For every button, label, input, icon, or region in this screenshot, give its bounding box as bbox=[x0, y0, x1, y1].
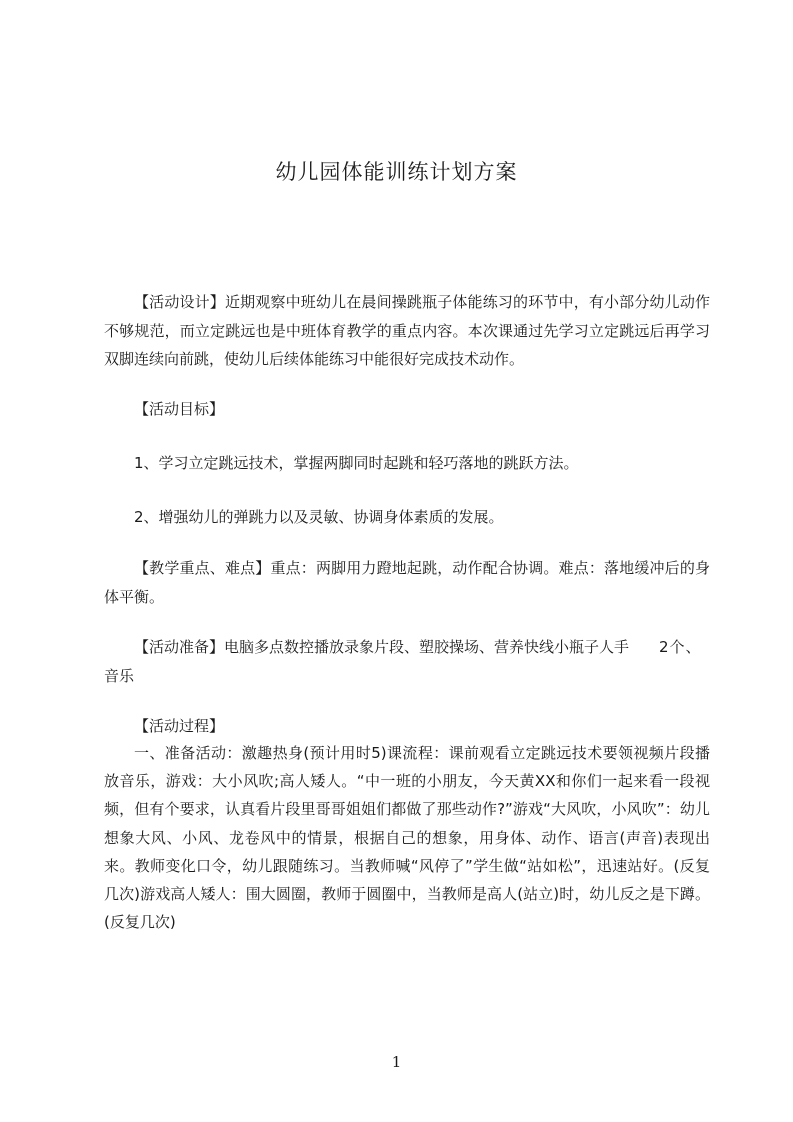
preparation-quantity: 2个、 bbox=[659, 638, 702, 656]
page-number: 1 bbox=[391, 1053, 402, 1071]
activity-process-step-1: 一、准备活动：激趣热身(预计用时5)课流程：课前观看立定跳远技术要领视频片段播放音乐，游戏：大小风吹;高人矮人。“中一班的小朋友，今天黄XX和你们一起来看一段视频，但有个要求，认真看片段里哥哥姐姐们都做了那些动作?”游戏“大风吹，小风吹”：幼儿想象大风、小风、龙卷风中的情景，根据自己的想象，用身体、动作、语言(声音)表现出来。教师变化口令，幼儿跟随练习。当教师喊“风停了”学生做“站如松”，迅速站好。(反复几次)游戏高人矮人：围大圆圈，教师于圆圈中，当教师是高人(站立)时，幼儿反之是下蹲。(反复几次) bbox=[104, 744, 710, 932]
activity-preparation-paragraph bbox=[104, 633, 710, 690]
activity-design-paragraph: 【活动设计】近期观察中班幼儿在晨间操跳瓶子体能练习的环节中，有小部分幼儿动作不够规范，而立定跳远也是中班体育教学的重点内容。本次课通过先学习立定跳远后再学习双脚连续向前跳，使幼儿后续体能练习中能很好完成技术动作。 bbox=[104, 293, 710, 368]
document-title: 幼儿园体能训练计划方案 bbox=[275, 160, 518, 185]
activity-process-heading: 【活动过程】 bbox=[134, 717, 225, 735]
activity-goals-heading: 【活动目标】 bbox=[134, 400, 225, 418]
preparation-tail-text: 音乐 bbox=[104, 666, 135, 685]
activity-goal-1: 1、学习立定跳远技术，掌握两脚同时起跳和轻巧落地的跳跃方法。 bbox=[134, 454, 579, 472]
preparation-main-text: 【活动准备】电脑多点数控播放录象片段、塑胶操场、营养快线小瓶子人手 bbox=[134, 638, 630, 656]
teaching-focus-paragraph: 【教学重点、难点】重点：两脚用力蹬地起跳，动作配合协调。难点：落地缓冲后的身体平衡。 bbox=[104, 559, 710, 606]
activity-goal-2: 2、增强幼儿的弹跳力以及灵敏、协调身体素质的发展。 bbox=[134, 508, 504, 526]
